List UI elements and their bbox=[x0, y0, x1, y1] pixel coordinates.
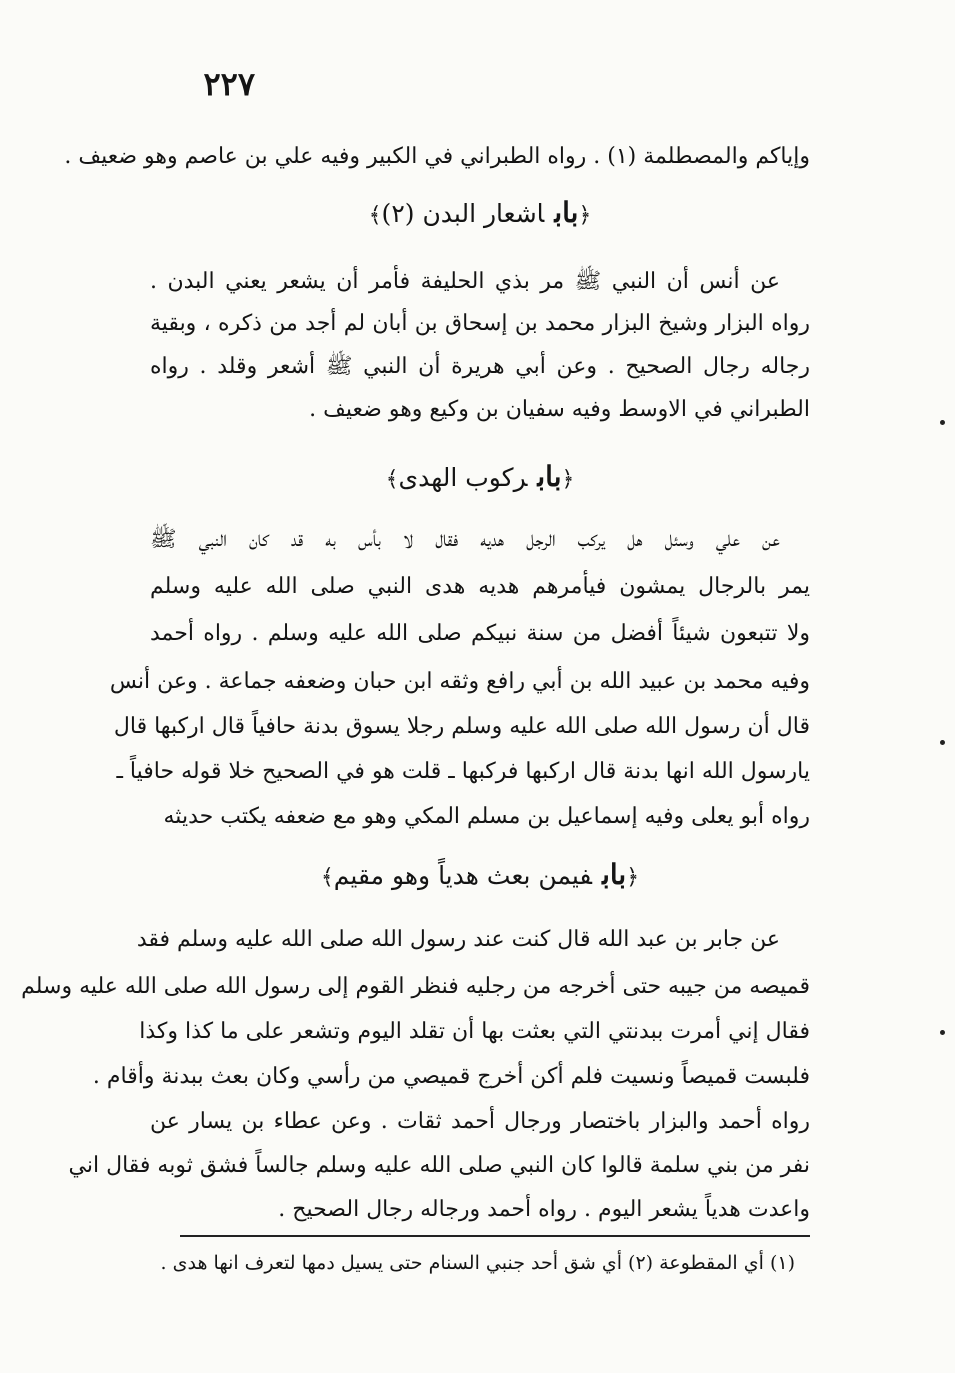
text-line: يارسول الله انها بدنة قال اركبها فركبها ـ قلت هو في الصحيح خلا قوله حافياً ـ bbox=[116, 759, 810, 784]
heading-title: فيمن بعث هدياً وهو مقيم bbox=[333, 861, 593, 890]
heading-title: اشعار البدن (٢) bbox=[381, 199, 545, 228]
text-line: عن جابر بن عبد الله قال كنت عند رسول الله صلى الله عليه وسلم فقد bbox=[136, 927, 780, 952]
text-line: رواه أحمد والبزار باختصار ورجال أحمد ثقات . وعن عطاء بن يسار عن bbox=[150, 1109, 810, 1134]
page-number: ٢٢٧ bbox=[203, 65, 255, 103]
heading-bab: باب bbox=[537, 460, 562, 493]
text-line: فلبست قميصاً ونسيت فلم أكن أخرج قميصي من رأسي وكان بعث ببدنة وأقام . bbox=[92, 1064, 810, 1089]
margin-dot bbox=[940, 740, 945, 745]
margin-dot bbox=[940, 420, 945, 425]
heading-bab: باب bbox=[554, 196, 579, 229]
footnote: (١) أي المقطوعة (٢) أي شق أحد جنبي السنام حتى يسيل دمها لتعرف انها هدى . bbox=[160, 1252, 795, 1274]
text-line: رواه البزار وشيخ البزار محمد بن إسحاق بن أبان لم أجد من ذكره ، وبقية bbox=[150, 311, 810, 336]
section-heading: ﴿بابفيمن بعث هدياً وهو مقيم﴾ bbox=[320, 858, 640, 891]
section-heading: ﴿باباشعار البدن (٢)﴾ bbox=[368, 196, 592, 229]
text-line: فقال إني أمرت ببدنتي التي بعثت بها أن تقلد اليوم وتشعر على ما كذا وكذا bbox=[139, 1019, 810, 1044]
text-line: قميصه من جيبه حتى أخرجه من رجليه فنظر القوم إلى رسول الله صلى الله عليه وسلم bbox=[21, 974, 810, 999]
heading-title: ركوب الهدى bbox=[398, 463, 528, 492]
text-line: وإياكم والمصطلمة (١) . رواه الطبراني في الكبير وفيه علي بن عاصم وهو ضعيف . bbox=[64, 144, 810, 169]
section-heading: ﴿بابركوب الهدى﴾ bbox=[385, 460, 575, 493]
text-line: الطبراني في الاوسط وفيه سفيان بن وكيع وهو ضعيف . bbox=[309, 397, 810, 422]
book-page bbox=[21, 55, 810, 1355]
text-line: عن علي وسئل هل يركب الرجل هديه فقال لا بأس به قد كان النبي ﷺ bbox=[150, 527, 780, 552]
text-line: وفيه محمد بن عبيد الله بن أبي رافع وثقه ابن حبان وضعفه جماعة . وعن أنس bbox=[109, 669, 810, 694]
text-line: واعدت هدياً يشعر اليوم . رواه أحمد ورجاله رجال الصحيح . bbox=[278, 1197, 810, 1222]
footnote-divider bbox=[180, 1235, 810, 1237]
text-line: رواه أبو يعلى وفيه إسماعيل بن مسلم المكي وهو مع ضعفه يكتب حديثه bbox=[163, 804, 810, 829]
text-line: يمر بالرجال يمشون فيأمرهم هديه هدى النبي صلى الله عليه وسلم bbox=[150, 574, 810, 599]
margin-dot bbox=[940, 1030, 945, 1035]
text-line: نفر من بني سلمة قالوا كان النبي صلى الله عليه وسلم جالساً فشق ثوبه فقال اني bbox=[68, 1153, 810, 1178]
heading-bab: باب bbox=[602, 858, 627, 891]
text-line: عن أنس أن النبي ﷺ مر بذي الحليفة فأمر أن يشعر يعني البدن . bbox=[150, 269, 780, 294]
text-line: قال أن رسول الله صلى الله عليه وسلم رجلا يسوق بدنة حافياً قال اركبها قال bbox=[113, 714, 810, 739]
text-line: ولا تتبعون شيئاً أفضل من سنة نبيكم صلى الله عليه وسلم . رواه أحمد bbox=[150, 621, 810, 646]
text-line: رجاله رجال الصحيح . وعن أبي هريرة أن النبي ﷺ أشعر وقلد . رواه bbox=[150, 354, 810, 379]
